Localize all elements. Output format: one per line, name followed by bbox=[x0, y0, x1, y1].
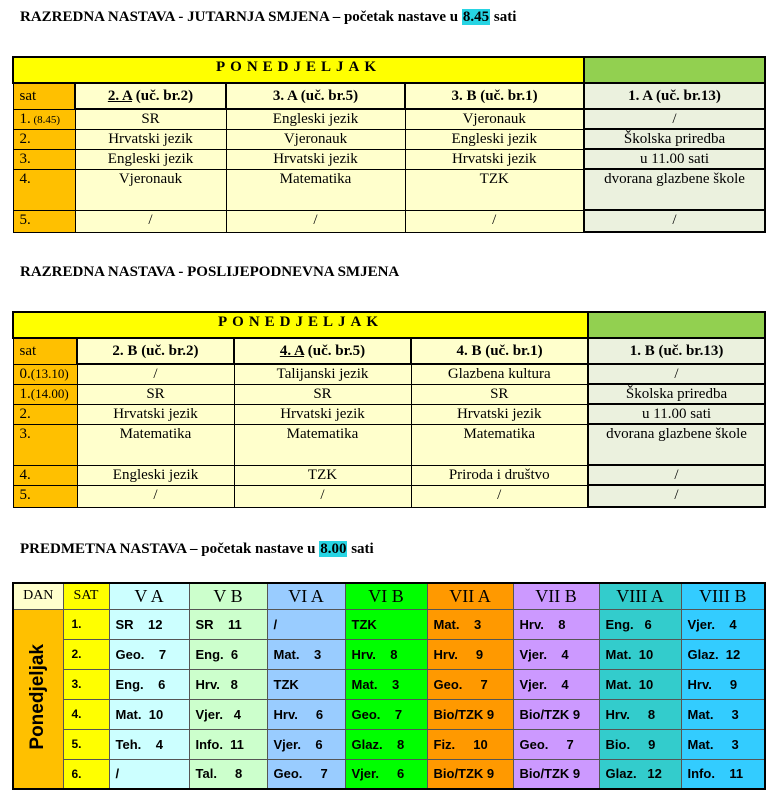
day-header-green bbox=[588, 312, 765, 338]
subject-cell: Hrv. 8 bbox=[345, 639, 427, 669]
morning-shift-heading bbox=[20, 9, 516, 26]
subject-cell: Mat. 3 bbox=[427, 609, 513, 639]
subject-cell: / bbox=[109, 759, 189, 789]
subject-cell: Engleski jezik bbox=[77, 465, 234, 485]
start-time-highlight: 8.00 bbox=[320, 541, 347, 557]
class-header bbox=[588, 338, 765, 364]
subject-cell: Eng. 6 bbox=[599, 609, 681, 639]
sat-cell bbox=[13, 384, 77, 404]
class-header: VIII B bbox=[681, 583, 765, 609]
subject-cell: Glaz. 8 bbox=[345, 729, 427, 759]
schedule-row bbox=[13, 169, 765, 210]
sat-number: 2. bbox=[19, 405, 31, 422]
sat-time: (13.10) bbox=[30, 365, 69, 381]
subject-cell: Glaz. 12 bbox=[681, 639, 765, 669]
subject-cell: SR bbox=[411, 384, 588, 404]
sat-cell bbox=[13, 424, 77, 465]
event-cell: Školska priredba bbox=[584, 129, 765, 149]
subject-cell: Hrvatski jezik bbox=[75, 129, 226, 149]
sat-header: sat bbox=[13, 83, 75, 109]
subject-cell: TZK bbox=[345, 609, 427, 639]
sat-cell: 6. bbox=[63, 759, 109, 789]
subject-cell: Priroda i društvo bbox=[411, 465, 588, 485]
subject-cell: Hrv. 9 bbox=[427, 639, 513, 669]
sat-header: sat bbox=[13, 338, 77, 364]
subject-cell: Mat. 10 bbox=[599, 669, 681, 699]
subject-cell: Mat. 3 bbox=[267, 639, 345, 669]
schedule-row bbox=[13, 404, 765, 424]
subject-cell: / bbox=[234, 485, 411, 507]
heading-text: PREDMETNA NASTAVA – početak nastave u bbox=[20, 541, 320, 557]
sat-number: 5. bbox=[19, 211, 31, 228]
teacher-room: (uč. br.5) bbox=[304, 343, 366, 359]
teacher-room: (uč. br.2) bbox=[132, 88, 194, 104]
subject-cell: SR bbox=[234, 384, 411, 404]
subject-cell: Geo. 7 bbox=[427, 669, 513, 699]
event-cell: u 11.00 sati bbox=[584, 149, 765, 169]
subject-cell: Vjeronauk bbox=[75, 169, 226, 210]
sat-cell: 4. bbox=[63, 699, 109, 729]
class-header bbox=[405, 83, 584, 109]
subject-cell: Hrvatski jezik bbox=[226, 149, 405, 169]
class-header: V A bbox=[109, 583, 189, 609]
class-name: 1. B bbox=[629, 343, 655, 359]
schedule-row bbox=[13, 364, 765, 384]
class-header bbox=[234, 338, 411, 364]
heading-suffix: sati bbox=[347, 541, 374, 557]
subject-cell: Vjer. 4 bbox=[189, 699, 267, 729]
heading-suffix: sati bbox=[490, 9, 517, 25]
start-time-highlight: 8.45 bbox=[462, 9, 490, 25]
subject-cell: Glazbena kultura bbox=[411, 364, 588, 384]
subject-cell: Vjer. 4 bbox=[513, 639, 599, 669]
sat-number: 2. bbox=[19, 130, 31, 147]
event-cell: / bbox=[584, 109, 765, 129]
subject-cell: Eng. 6 bbox=[109, 669, 189, 699]
event-cell: Školska priredba bbox=[588, 384, 765, 404]
subject-cell: Vjer. 6 bbox=[267, 729, 345, 759]
sat-number: 4. bbox=[19, 466, 31, 483]
subject-cell: Geo. 7 bbox=[109, 639, 189, 669]
subject-cell: Matematika bbox=[411, 424, 588, 465]
class-header: VII B bbox=[513, 583, 599, 609]
teacher-room: (uč. br.1) bbox=[481, 343, 543, 359]
class-header: V B bbox=[189, 583, 267, 609]
subject-cell: Vjer. 4 bbox=[513, 669, 599, 699]
sat-cell bbox=[13, 169, 75, 210]
subject-cell: Teh. 4 bbox=[109, 729, 189, 759]
subject-cell: Mat. 10 bbox=[109, 699, 189, 729]
sat-cell bbox=[13, 210, 75, 232]
sat-cell bbox=[13, 465, 77, 485]
sat-number: 1. bbox=[19, 110, 31, 127]
sat-cell bbox=[13, 149, 75, 169]
subject-cell: Vjeronauk bbox=[405, 109, 584, 129]
class-name: 4. B bbox=[456, 343, 482, 359]
class-name: 1. A bbox=[628, 88, 653, 104]
sat-number: 1. bbox=[19, 385, 31, 402]
class-name: 2. A bbox=[107, 88, 133, 104]
class-header bbox=[584, 83, 765, 109]
subject-cell: Engleski jezik bbox=[75, 149, 226, 169]
subject-cell: Tal. 8 bbox=[189, 759, 267, 789]
subject-cell: Hrv. 8 bbox=[599, 699, 681, 729]
class-header: VIII A bbox=[599, 583, 681, 609]
event-cell: / bbox=[588, 485, 765, 507]
subject-cell: Hrvatski jezik bbox=[77, 404, 234, 424]
subject-cell: Hrv. 8 bbox=[513, 609, 599, 639]
event-cell: / bbox=[584, 210, 765, 232]
class-header: VII A bbox=[427, 583, 513, 609]
subject-cell: TZK bbox=[405, 169, 584, 210]
schedule-row bbox=[13, 384, 765, 404]
subject-cell: SR bbox=[77, 384, 234, 404]
subject-cell: Bio/TZK 9 bbox=[427, 699, 513, 729]
subject-cell: Engleski jezik bbox=[405, 129, 584, 149]
schedule-row bbox=[13, 424, 765, 465]
subject-cell: Info. 11 bbox=[681, 759, 765, 789]
sat-time: (8.45) bbox=[30, 113, 61, 126]
schedule-row bbox=[13, 699, 765, 729]
subject-cell: / bbox=[75, 210, 226, 232]
class-name: 4. A bbox=[279, 343, 305, 359]
class-header bbox=[411, 338, 588, 364]
sat-number: 5. bbox=[19, 486, 31, 503]
teacher-room: (uč. br.2) bbox=[137, 343, 199, 359]
subject-cell: Matematika bbox=[226, 169, 405, 210]
subject-cell: Bio/TZK 9 bbox=[427, 759, 513, 789]
teacher-room: (uč. br.13) bbox=[654, 343, 724, 359]
event-cell: / bbox=[588, 364, 765, 384]
subject-teaching-heading bbox=[20, 541, 374, 558]
subject-cell: / bbox=[411, 485, 588, 507]
subject-cell: Info. 11 bbox=[189, 729, 267, 759]
subject-cell: Hrvatski jezik bbox=[411, 404, 588, 424]
sat-number: 4. bbox=[19, 170, 31, 187]
schedule-row bbox=[13, 485, 765, 507]
schedule-row bbox=[13, 729, 765, 759]
class-header: VI A bbox=[267, 583, 345, 609]
schedule-row bbox=[13, 465, 765, 485]
schedule-row bbox=[13, 149, 765, 169]
subject-cell: / bbox=[405, 210, 584, 232]
subject-cell: / bbox=[226, 210, 405, 232]
schedule-row bbox=[13, 759, 765, 789]
sat-number: 3. bbox=[19, 150, 31, 167]
class-name: 2. B bbox=[112, 343, 138, 359]
afternoon-shift-table bbox=[12, 311, 766, 508]
class-header bbox=[75, 83, 226, 109]
subject-cell: Talijanski jezik bbox=[234, 364, 411, 384]
sat-number: 3. bbox=[19, 425, 31, 442]
subject-cell: Matematika bbox=[234, 424, 411, 465]
sat-cell: 5. bbox=[63, 729, 109, 759]
teacher-room: (uč. br.1) bbox=[476, 88, 538, 104]
subject-cell: Engleski jezik bbox=[226, 109, 405, 129]
subject-cell: / bbox=[77, 485, 234, 507]
teacher-room: (uč. br.13) bbox=[652, 88, 721, 104]
sat-cell bbox=[13, 109, 75, 129]
sat-cell bbox=[13, 364, 77, 384]
morning-shift-table bbox=[12, 56, 766, 233]
sat-cell: 2. bbox=[63, 639, 109, 669]
subject-cell: SR 11 bbox=[189, 609, 267, 639]
afternoon-shift-heading: RAZREDNA NASTAVA - POSLIJEPODNEVNA SMJENA bbox=[20, 264, 400, 280]
class-header: VI B bbox=[345, 583, 427, 609]
subject-cell: Geo. 7 bbox=[513, 729, 599, 759]
subject-cell: Hrv. 9 bbox=[681, 669, 765, 699]
subject-cell: Vjer. 6 bbox=[345, 759, 427, 789]
subject-cell: Fiz. 10 bbox=[427, 729, 513, 759]
sat-cell bbox=[13, 485, 77, 507]
subject-cell: Eng. 6 bbox=[189, 639, 267, 669]
sat-header: SAT bbox=[63, 583, 109, 609]
subject-cell: Vjeronauk bbox=[226, 129, 405, 149]
subject-cell: Bio/TZK 9 bbox=[513, 759, 599, 789]
sat-cell bbox=[13, 404, 77, 424]
subject-cell: Mat. 10 bbox=[599, 639, 681, 669]
subject-cell: SR 12 bbox=[109, 609, 189, 639]
day-header: PONEDJELJAK bbox=[13, 312, 588, 338]
event-cell: dvorana glazbene škole bbox=[584, 169, 765, 210]
dan-header: DAN bbox=[13, 583, 63, 609]
subject-cell: Geo. 7 bbox=[345, 699, 427, 729]
schedule-row bbox=[13, 609, 765, 639]
subject-cell: / bbox=[77, 364, 234, 384]
subject-cell: Bio. 9 bbox=[599, 729, 681, 759]
sat-number: 0. bbox=[19, 365, 31, 382]
schedule-row bbox=[13, 210, 765, 232]
sat-cell bbox=[13, 129, 75, 149]
subject-cell: SR bbox=[75, 109, 226, 129]
sat-time: (14.00) bbox=[30, 385, 69, 401]
subject-cell: Mat. 3 bbox=[681, 699, 765, 729]
subject-cell: Matematika bbox=[77, 424, 234, 465]
schedule-row bbox=[13, 639, 765, 669]
day-header: PONEDJELJAK bbox=[13, 57, 584, 83]
subject-cell: Mat. 3 bbox=[345, 669, 427, 699]
sat-cell: 1. bbox=[63, 609, 109, 639]
subject-cell: Mat. 3 bbox=[681, 729, 765, 759]
class-header bbox=[77, 338, 234, 364]
subject-cell: Hrvatski jezik bbox=[234, 404, 411, 424]
subject-cell: TZK bbox=[267, 669, 345, 699]
event-cell: dvorana glazbene škole bbox=[588, 424, 765, 465]
teacher-room: (uč. br.5) bbox=[297, 88, 359, 104]
class-name: 3. A bbox=[272, 88, 298, 104]
day-label: Ponedjeljak bbox=[27, 644, 49, 751]
class-name: 3. B bbox=[451, 88, 477, 104]
schedule-row bbox=[13, 129, 765, 149]
subject-cell: TZK bbox=[234, 465, 411, 485]
subject-teaching-table bbox=[12, 582, 766, 790]
heading-text: RAZREDNA NASTAVA - JUTARNJA SMJENA – početak nastave u bbox=[20, 9, 462, 25]
subject-cell: Hrv. 8 bbox=[189, 669, 267, 699]
schedule-row bbox=[13, 109, 765, 129]
subject-cell: / bbox=[267, 609, 345, 639]
day-cell bbox=[13, 609, 63, 789]
event-cell: u 11.00 sati bbox=[588, 404, 765, 424]
day-header-green bbox=[584, 57, 765, 83]
class-header bbox=[226, 83, 405, 109]
schedule-row bbox=[13, 669, 765, 699]
subject-cell: Bio/TZK 9 bbox=[513, 699, 599, 729]
subject-cell: Glaz. 12 bbox=[599, 759, 681, 789]
subject-cell: Hrv. 6 bbox=[267, 699, 345, 729]
subject-cell: Hrvatski jezik bbox=[405, 149, 584, 169]
event-cell: / bbox=[588, 465, 765, 485]
subject-cell: Vjer. 4 bbox=[681, 609, 765, 639]
subject-cell: Geo. 7 bbox=[267, 759, 345, 789]
sat-cell: 3. bbox=[63, 669, 109, 699]
